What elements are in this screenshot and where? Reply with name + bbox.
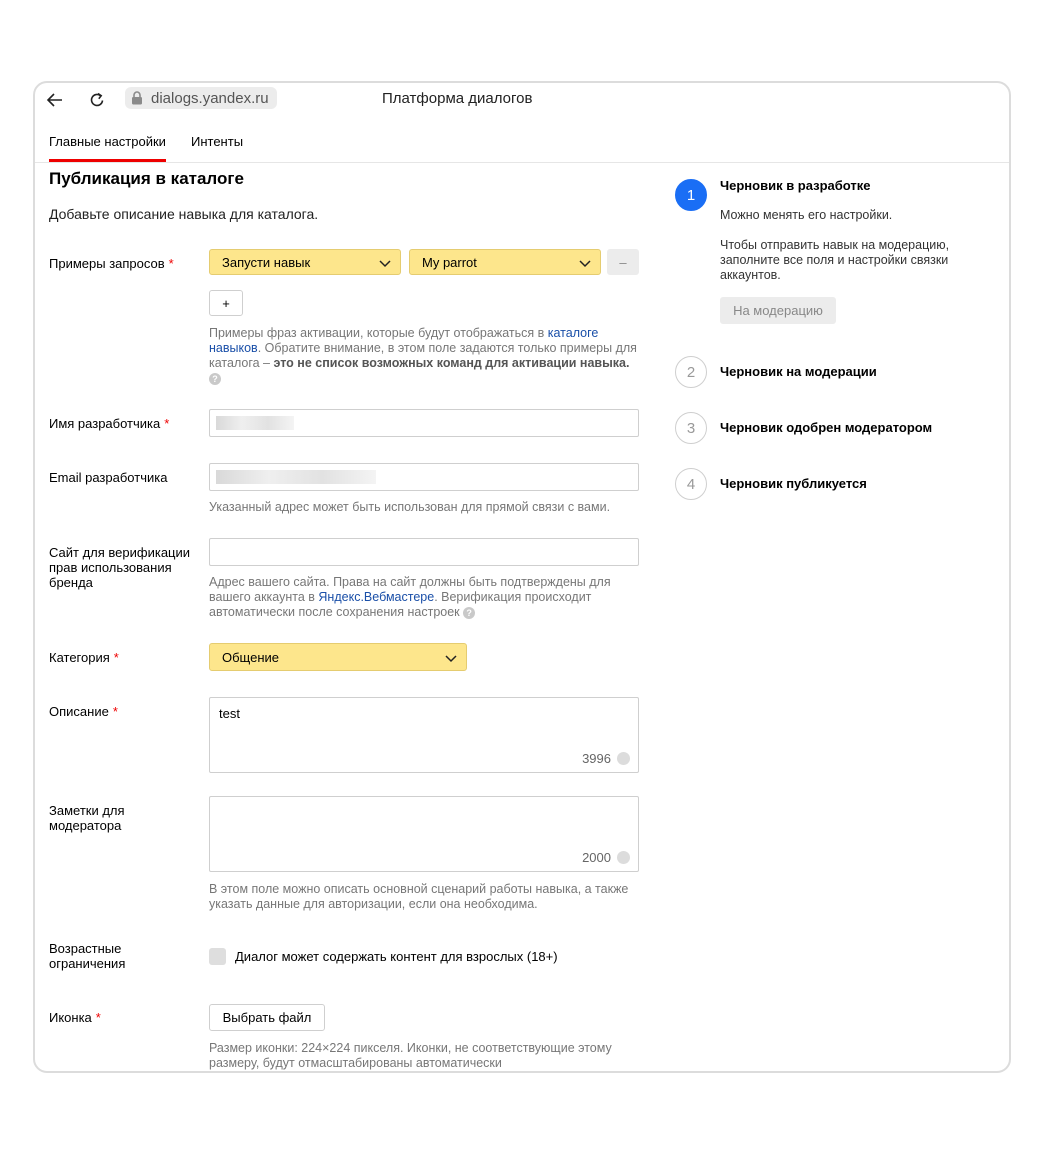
description-value: test: [219, 706, 240, 721]
icon-help: Размер иконки: 224×224 пикселя. Иконки, не соответствующие этому размеру, будут отмасштабированы автоматически: [209, 1041, 612, 1070]
catalog-link[interactable]: каталоге навыков: [209, 326, 599, 355]
step-4-circle: 4: [675, 468, 707, 500]
arrow-left-icon: [46, 91, 64, 109]
step-1-title: Черновик в разработке: [720, 178, 871, 193]
reload-icon: [88, 91, 106, 109]
back-button[interactable]: [43, 88, 67, 112]
url-text: dialogs.yandex.ru: [151, 89, 269, 107]
examples-help: Примеры фраз активации, которые будут отображаться в каталоге навыков. Обратите внимание, в этом поле задаются только примеры для каталога – это не список возможных команд для активации навыка. ?: [209, 326, 637, 384]
examples-select-1-value: Запусти навык: [222, 254, 311, 270]
main-content: [35, 163, 1009, 1073]
add-example-button[interactable]: +: [209, 290, 243, 316]
examples-select-1[interactable]: [209, 249, 401, 275]
redacted-value: [216, 416, 294, 430]
developer-email-input[interactable]: [209, 463, 639, 491]
adult-content-checkbox[interactable]: [209, 948, 226, 965]
description-textarea[interactable]: [209, 697, 639, 773]
redacted-value: [216, 470, 376, 484]
description-counter: 3996: [582, 751, 630, 766]
step-1-circle: 1: [675, 179, 707, 211]
site-label: Сайт для верификации прав использования бренда: [49, 545, 191, 590]
age-label: Возрастные ограничения: [49, 941, 126, 971]
step-2-circle: 2: [675, 356, 707, 388]
notes-label: Заметки для модератора: [49, 803, 125, 833]
choose-file-button[interactable]: Выбрать файл: [209, 1004, 325, 1031]
tab-bar: [35, 119, 1009, 163]
help-icon[interactable]: ?: [463, 607, 475, 619]
step-1-instructions: Чтобы отправить навык на модерацию, заполните все поля и настройки связки аккаунтов.: [720, 238, 950, 282]
counter-indicator-icon: [617, 851, 630, 864]
category-value: Общение: [222, 649, 280, 665]
notes-textarea[interactable]: [209, 796, 639, 872]
webmaster-link[interactable]: Яндекс.Вебмастере: [318, 590, 435, 604]
adult-content-label[interactable]: Диалог может содержать контент для взрослых (18+): [235, 949, 558, 964]
counter-indicator-icon: [617, 752, 630, 765]
notes-counter: 2000: [582, 850, 630, 865]
remove-example-button[interactable]: –: [607, 249, 639, 275]
reload-button[interactable]: [85, 88, 109, 112]
site-input[interactable]: [209, 538, 639, 566]
chevron-down-icon: [378, 256, 392, 270]
developer-name-input[interactable]: [209, 409, 639, 437]
send-to-moderation-button[interactable]: На модерацию: [720, 297, 836, 324]
examples-select-2[interactable]: [409, 249, 601, 275]
section-subtitle: Добавьте описание навыка для каталога.: [49, 206, 319, 222]
lock-icon: [131, 91, 143, 105]
chevron-down-icon: [578, 256, 592, 270]
tab-main-settings[interactable]: Главные настройки: [49, 134, 166, 149]
description-label: Описание *: [49, 704, 118, 719]
developer-email-label: Email разработчика: [49, 470, 168, 485]
step-3-circle: 3: [675, 412, 707, 444]
examples-select-2-value: My parrot: [422, 254, 477, 270]
step-3-title: Черновик одобрен модератором: [720, 420, 933, 435]
developer-name-label: Имя разработчика *: [49, 416, 170, 431]
category-select[interactable]: [209, 643, 467, 671]
help-icon[interactable]: ?: [209, 373, 221, 385]
category-label: Категория *: [49, 650, 119, 665]
section-title: Публикация в каталоге: [49, 169, 244, 188]
address-bar: [35, 83, 1009, 119]
chevron-down-icon: [444, 651, 458, 665]
step-4-title: Черновик публикуется: [720, 476, 867, 491]
examples-label: Примеры запросов *: [49, 256, 174, 271]
page-title: Платформа диалогов: [382, 90, 533, 107]
tab-intents[interactable]: Интенты: [191, 134, 244, 149]
site-help: Адрес вашего сайта. Права на сайт должны быть подтверждены для вашего аккаунта в Яндекс.Вебмастере. Верификация происходит автоматически после сохранения настроек ?: [209, 575, 611, 619]
notes-help: В этом поле можно описать основной сценарий работы навыка, а также указать данные для авторизации, если она необходима.: [209, 882, 629, 911]
step-2-title: Черновик на модерации: [720, 364, 877, 379]
icon-label: Иконка *: [49, 1010, 101, 1025]
step-1-text: Можно менять его настройки.: [720, 208, 893, 222]
email-help: Указанный адрес может быть использован для прямой связи с вами.: [209, 500, 611, 514]
browser-window: [33, 81, 1011, 1073]
url-field[interactable]: [125, 87, 277, 109]
